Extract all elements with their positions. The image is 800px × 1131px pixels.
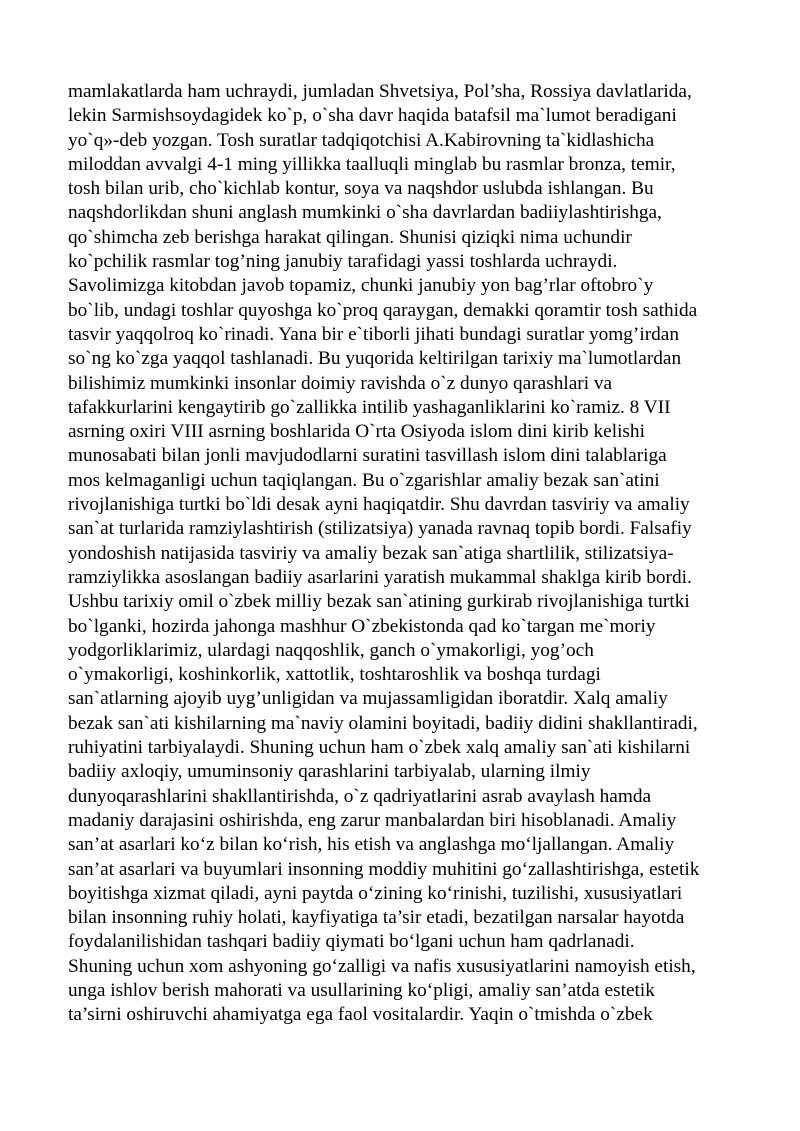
text-line: san’at asarlari va buyumlari insonning moddiy muhitini go‘zallashtirishga, estetik [68, 858, 700, 880]
text-line: miloddan avvalgi 4-1 ming yillikka taalluqli minglab bu rasmlar bronza, temir, [68, 153, 676, 175]
text-line: bo`lganki, hozirda jahonga mashhur O`zbekistonda qad ko`targan me`moriy [68, 615, 656, 637]
text-line: asrning oxiri VIII asrning boshlarida O`rta Osiyoda islom dini kirib kelishi [68, 421, 645, 443]
text-line: dunyoqarashlarini shakllantirishda, o`z qadriyatlarini asrab avaylash hamda [68, 785, 652, 807]
text-line: munosabati bilan jonli mavjudodlarni suratini tasvillash islom dini talablariga [68, 445, 667, 467]
body-text [68, 80, 758, 1028]
text-line: unga ishlov berish mahorati va usullarining ko‘pligi, amaliy san’atda estetik [68, 979, 655, 1001]
text-line: yondoshish natijasida tasviriy va amaliy bezak san`atiga shartlilik, stilizatsiya- [68, 542, 674, 564]
text-line: o`ymakorligi, koshinkorlik, xattotlik, toshtaroshlik va boshqa turdagi [68, 664, 601, 686]
text-line: naqshdorlikdan shuni anglash mumkinki o`sha davrlardan badiiylashtirishga, [68, 202, 662, 224]
text-line: ko`pchilik rasmlar tog’ning janubiy tarafidagi yassi toshlarda uchraydi. [68, 251, 618, 273]
text-line: ta’sirni oshiruvchi ahamiyatga ega faol vositalardir. Yaqin o`tmishda o`zbek [68, 1004, 653, 1026]
text-line: tosh bilan urib, cho`kichlab kontur, soya va naqshdor uslubda ishlangan. Bu [68, 178, 654, 200]
text-line: so`ng ko`zga yaqqol tashlanadi. Bu yuqorida keltirilgan tarixiy ma`lumotlardan [68, 348, 682, 370]
text-line: qo`shimcha zeb berishga harakat qilingan. Shunisi qiziqki nima uchundir [68, 226, 632, 248]
text-line: san`atlarning ajoyib uyg’unligidan va mujassamligidan iboratdir. Xalq amaliy [68, 688, 668, 710]
text-line: boyitishga xizmat qiladi, ayni paytda o‘zining ko‘rinishi, tuzilishi, xususiyatlari [68, 882, 683, 904]
document-page [68, 80, 758, 1028]
text-line: tafakkurlarini kengaytirib go`zallikka intilib yashaganliklarini ko`ramiz. 8 VII [68, 396, 671, 418]
text-line: Savolimizga kitobdan javob topamiz, chunki janubiy yon bag’rlar oftobro`y [68, 275, 654, 297]
text-line: san`at turlarida ramziylashtirish (stilizatsiya) yanada ravnaq topib bordi. Falsafiy [68, 518, 692, 540]
text-line: bo`lib, undagi toshlar quyoshga ko`proq qaraygan, demakki qoramtir tosh sathida [68, 299, 698, 321]
text-line: mos kelmaganligi uchun taqiqlangan. Bu o`zgarishlar amaliy bezak san`atini [68, 469, 660, 491]
text-line: bilishimiz mumkinki insonlar doimiy ravishda o`z dunyo qarashlari va [68, 372, 613, 394]
text-line: yodgorliklarimiz, ulardagi naqqoshlik, ganch o`ymakorligi, yog’och [68, 639, 594, 661]
text-line: foydalanilishidan tashqari badiiy qiymati bo‘lgani uchun ham qadrlanadi. [68, 931, 635, 953]
text-line: ramziylikka asoslangan badiiy asarlarini yaratish mukammal shaklga kirib bordi. [68, 566, 692, 588]
text-line: lekin Sarmishsoydagidek ko`p, o`sha davr haqida batafsil ma`lumot beradigani [68, 105, 677, 127]
text-line: yo`q»-deb yozgan. Tosh suratlar tadqiqotchisi A.Kabirovning ta`kidlashicha [68, 129, 655, 151]
text-line: Ushbu tarixiy omil o`zbek milliy bezak san`atining gurkirab rivojlanishiga turtki [68, 591, 690, 613]
text-line: madaniy darajasini oshirishda, eng zarur manbalardan biri hisoblanadi. Amaliy [68, 809, 677, 831]
text-line: bilan insonning ruhiy holati, kayfiyatiga ta’sir etadi, bezatilgan narsalar hayotda [68, 907, 685, 929]
text-line: tasvir yaqqolroq ko`rinadi. Yana bir e`tiborli jihati bundagi suratlar yomg’irdan [68, 323, 679, 345]
text-line: badiiy axloqiy, umuminsoniy qarashlarini tarbiyalab, ularning ilmiy [68, 761, 591, 783]
text-line: rivojlanishiga turtki bo`ldi desak ayni haqiqatdir. Shu davrdan tasviriy va amaliy [68, 494, 690, 516]
text-line: Shuning uchun xom ashyoning go‘zalligi va nafis xususiyatlarini namoyish etish, [68, 955, 696, 977]
text-line: bezak san`ati kishilarning ma`naviy olamini boyitadi, badiiy didini shakllantiradi, [68, 712, 698, 734]
text-line: ruhiyatini tarbiyalaydi. Shuning uchun ham o`zbek xalq amaliy san`ati kishilarni [68, 737, 691, 759]
text-line: san’at asarlari ko‘z bilan ko‘rish, his etish va anglashga mo‘ljallangan. Amaliy [68, 834, 675, 856]
text-line: mamlakatlarda ham uchraydi, jumladan Shvetsiya, Pol’sha, Rossiya davlatlarida, [68, 81, 692, 102]
